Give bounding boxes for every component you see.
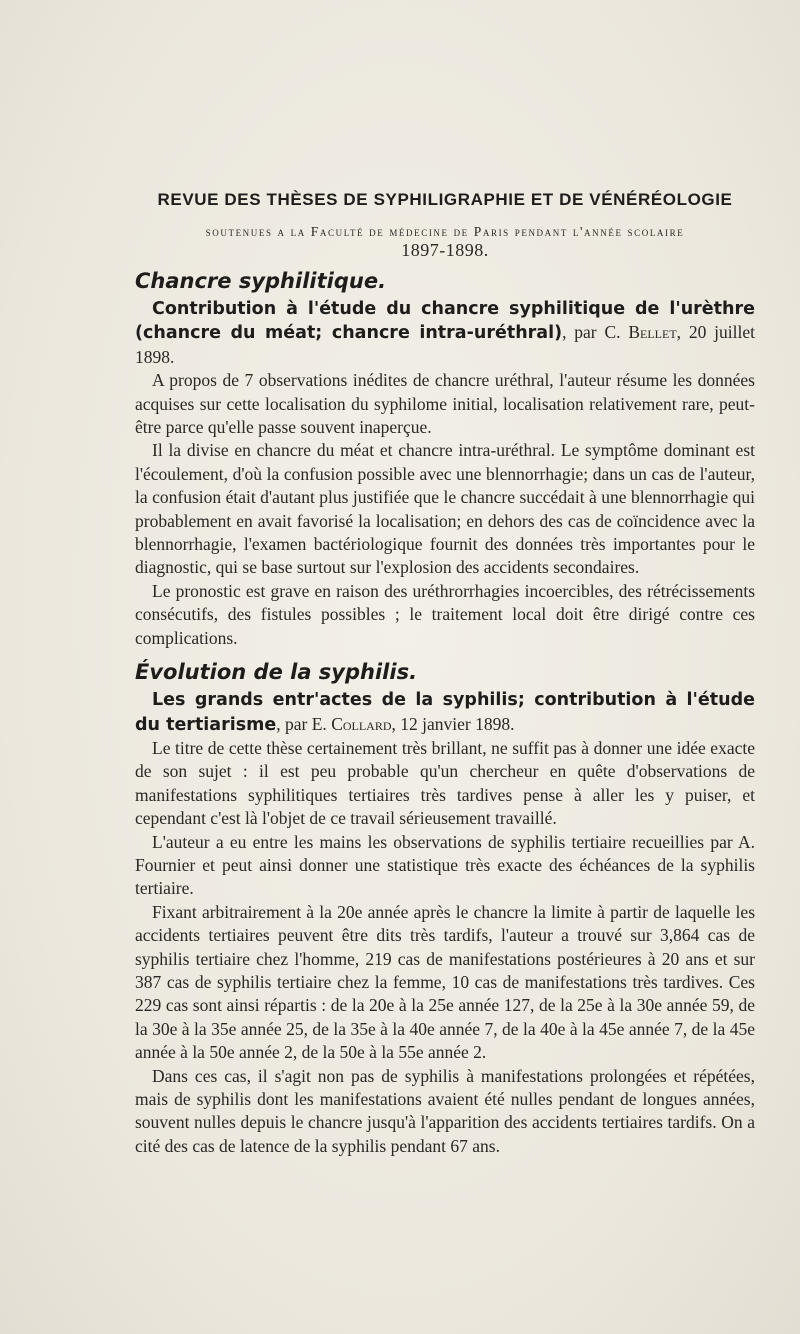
- section-chancre: [135, 269, 755, 650]
- section-heading: Chancre syphilitique.: [135, 269, 387, 293]
- thesis-author: Bellet: [628, 322, 677, 343]
- academic-year: 1897-1898.: [401, 240, 489, 260]
- paragraph: Il la divise en chancre du méat et chancre intra-uréthral. Le symptôme dominant est l'écoulement, d'où la confusion possible avec une blennorrhagie; dans un cas de l'auteur, la confusion était d'autant plus justifiée que le chancre succédait à une blennorrhagie qui probablement en avait favorisé la localisation; en dehors des cas de coïncidence avec la blennorrhagie, l'examen bactériologique fournit des données très importantes pour le diagnostic, qui se base surtout sur l'explosion des accidents secondaires.: [135, 440, 755, 578]
- page-content: [135, 190, 755, 1158]
- paragraph: L'auteur a eu entre les mains les observations de syphilis tertiaire recueillies par A. Fournier et peut ainsi donner une statistique très exacte des échéances de la syphilis tertiaire.: [135, 831, 755, 899]
- citation-prefix: , par C.: [562, 322, 629, 343]
- citation-date: , 12 janvier 1898.: [391, 713, 515, 734]
- review-subtitle: soutenues a la Faculté de médecine de Paris pendant l'année scolaire: [205, 224, 685, 239]
- paragraph: Le pronostic est grave en raison des uréthrorrhagies incoercibles, des rétrécissements consécutifs, des fistules possibles ; le traitement local doit être dirigé contre ces complications.: [135, 580, 755, 648]
- paragraph: Le titre de cette thèse certainement très brillant, ne suffit pas à donner une idée exacte de son sujet : il est peu probable qu'un chercheur en quête d'observations de manifestations syphilitiques tertiaires très tardives pense à aller les y puiser, et cependant c'est là l'objet de ce travail sérieusement travaillé.: [135, 737, 755, 829]
- citation-prefix: , par E.: [276, 713, 332, 734]
- thesis-title: Contribution à l'étude du chancre syphilitique de l'urèthre (chancre du méat; chancre intra-uréthral): [135, 299, 755, 344]
- section-heading: Évolution de la syphilis.: [135, 660, 418, 685]
- thesis-citation: [135, 688, 755, 737]
- paragraph: A propos de 7 observations inédites de chancre uréthral, l'auteur résume les données acquises sur cette localisation du syphilome initial, localisation relativement rare, peut-être parce qu'elle passe souvent inaperçue.: [135, 370, 755, 438]
- citation-date: , 20 juillet 1898.: [135, 322, 755, 367]
- thesis-title: Les grands entr'actes de la syphilis; contribution à l'étude du tertiarisme: [135, 690, 755, 735]
- paragraph: Fixant arbitrairement à la 20e année après le chancre la limite à partir de laquelle les accidents tertiaires peuvent être dits très tardifs, l'auteur a trouvé sur 3,864 cas de syphilis tertiaire chez l'homme, 219 cas de manifestations postérieures à 20 ans et sur 387 cas de syphilis tertiaire chez la femme, 10 cas de manifestations très tardives. Ces 229 cas sont ainsi répartis : de la 20e à la 25e année 127, de la 25e à la 30e année 59, de la 30e à la 35e année 25, de la 35e à la 40e année 7, de la 40e à la 45e année 7, de la 45e année à la 50e année 2, de la 50e à la 55e année 2.: [135, 901, 755, 1063]
- thesis-author: Collard: [331, 713, 392, 734]
- section-evolution: [135, 660, 755, 1158]
- thesis-citation: [135, 297, 755, 369]
- paragraph: Dans ces cas, il s'agit non pas de syphilis à manifestations prolongées et répétées, mais de syphilis dont les manifestations avaient été nulles pendant de longues années, souvent nulles depuis le chancre jusqu'à l'apparition des accidents tertiaires tardifs. On a cité des cas de latence de la syphilis pendant 67 ans.: [135, 1065, 755, 1156]
- review-title: REVUE DES THÈSES DE SYPHILIGRAPHIE ET DE VÉNÉRÉOLOGIE: [157, 190, 733, 209]
